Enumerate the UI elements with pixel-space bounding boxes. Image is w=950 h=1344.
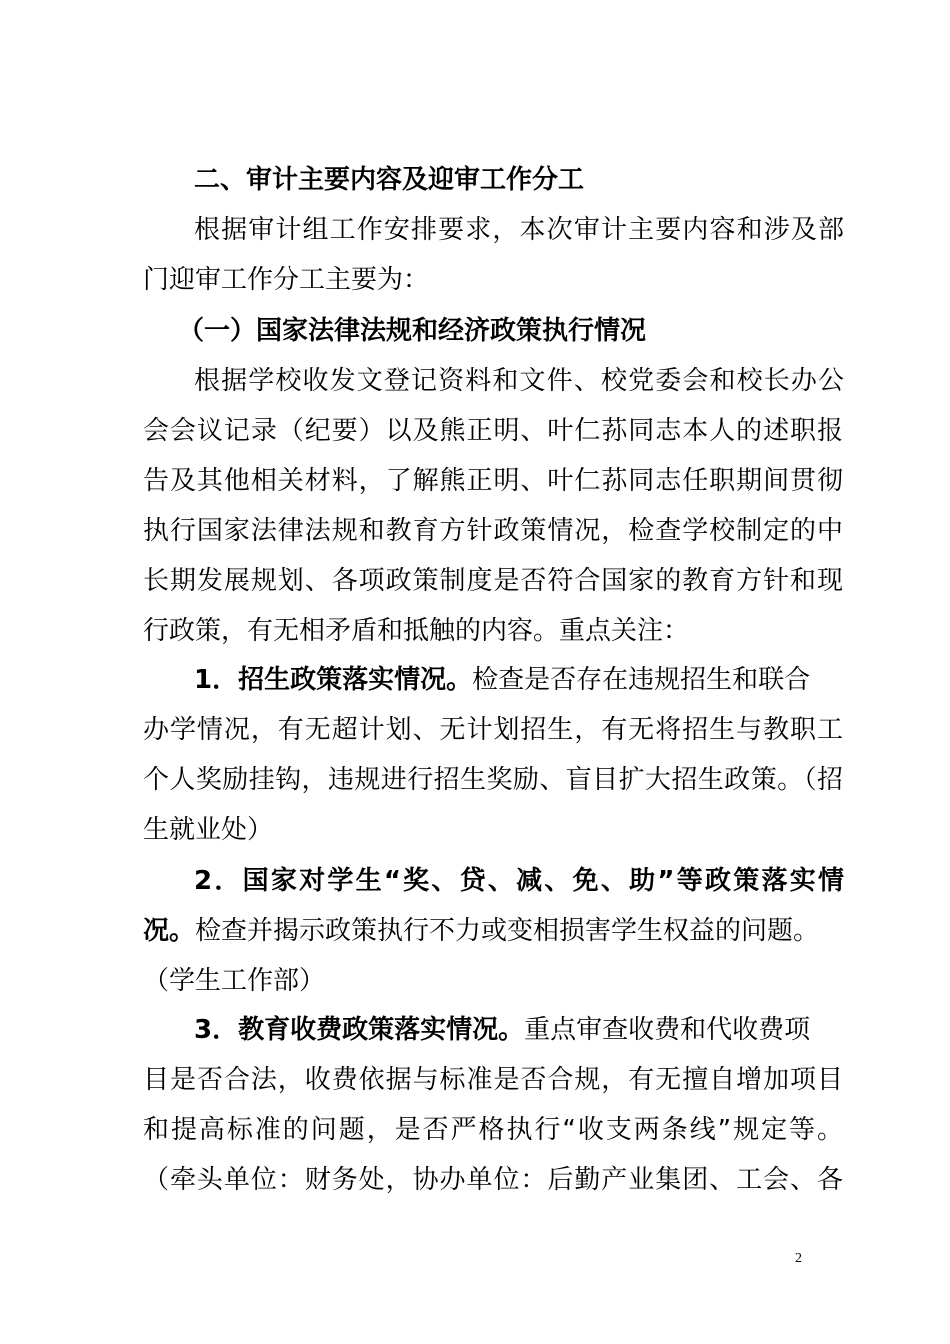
paragraph-line: 根据学校收发文登记资料和文件、校党委会和校长办公 — [194, 366, 844, 396]
item-3-line-2: 目是否合法，收费依据与标准是否合规，有无擅自增加项目 — [143, 1065, 843, 1095]
intro-line-1: 根据审计组工作安排要求，本次审计主要内容和涉及部 — [194, 215, 844, 245]
item-3-line-1 — [194, 1010, 844, 1050]
paragraph-line: 告及其他相关材料，了解熊正明、叶仁荪同志任职期间贯彻 — [143, 466, 843, 496]
intro-line-2: 门迎审工作分工主要为： — [143, 265, 430, 295]
item-1-text: 检查是否存在违规招生和联合 — [472, 665, 811, 695]
item-2-title-line-1: 2．国家对学生“奖、贷、减、免、助”等政策落实情 — [194, 866, 844, 896]
paragraph-line: 执行国家法律法规和教育方针政策情况，检查学校制定的中 — [143, 516, 843, 546]
paragraph-line: 行政策，有无相矛盾和抵触的内容。重点关注： — [143, 616, 690, 646]
section-heading: 二、审计主要内容及迎审工作分工 — [194, 165, 585, 195]
page-number: 2 — [795, 1251, 802, 1266]
item-2-title-end: 况。 — [143, 916, 196, 946]
item-3-line-4: （牵头单位：财务处，协办单位：后勤产业集团、工会、各 — [143, 1165, 843, 1195]
item-2-line-2 — [143, 911, 843, 951]
item-1-line-3: 个人奖励挂钩，违规进行招生奖励、盲目扩大招生政策。（招 — [143, 765, 843, 795]
item-1-title: 1．招生政策落实情况。 — [194, 665, 473, 695]
item-3-title: 3．教育收费政策落实情况。 — [194, 1015, 525, 1045]
item-3-text: 重点审查收费和代收费项 — [524, 1015, 811, 1045]
paragraph-line: 会会议记录（纪要）以及熊正明、叶仁荪同志本人的述职报 — [143, 416, 843, 446]
item-1-line-2: 办学情况，有无超计划、无计划招生，有无将招生与教职工 — [143, 715, 843, 745]
item-1-line-4: 生就业处） — [143, 815, 274, 845]
subsection-title: （一）国家法律法规和经济政策执行情况 — [178, 316, 647, 346]
paragraph-line: 长期发展规划、各项政策制度是否符合国家的教育方针和现 — [143, 566, 843, 596]
item-2-line-3: （学生工作部） — [143, 966, 326, 996]
item-1-line-1 — [194, 660, 844, 700]
item-3-line-3: 和提高标准的问题，是否严格执行“收支两条线”规定等。 — [143, 1115, 843, 1145]
item-2-text: 检查并揭示政策执行不力或变相损害学生权益的问题。 — [195, 916, 820, 946]
